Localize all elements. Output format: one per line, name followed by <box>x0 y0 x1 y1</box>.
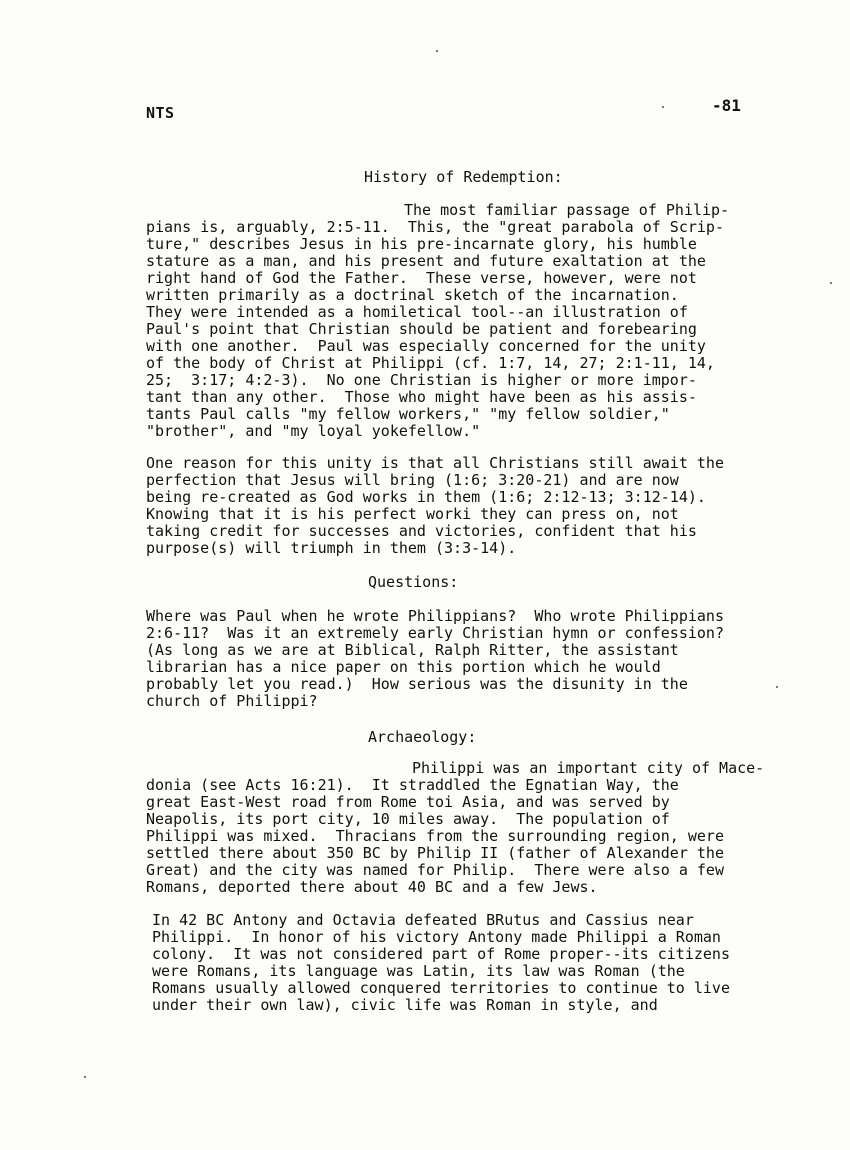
paragraph-line: Philippi was an important city of Mace- <box>412 759 765 777</box>
paragraph-line: colony. It was not considered part of Rome proper--its citizens <box>152 945 730 963</box>
paragraph-line: (As long as we are at Biblical, Ralph Ritter, the assistant <box>146 641 679 659</box>
paragraph-line: church of Philippi? <box>146 692 318 710</box>
paragraph-line: of the body of Christ at Philippi (cf. 1:7, 14, 27; 2:1-11, 14, <box>146 354 715 372</box>
scan-speck <box>662 106 664 108</box>
paragraph-line: written primarily as a doctrinal sketch of the incarnation. <box>146 286 679 304</box>
paragraph-line: Philippi. In honor of his victory Antony made Philippi a Roman <box>152 928 721 946</box>
scan-speck <box>830 282 832 284</box>
heading-questions: Questions: <box>368 573 459 591</box>
paragraph-line: were Romans, its language was Latin, its law was Roman (the <box>152 962 685 980</box>
paragraph-line: with one another. Paul was especially concerned for the unity <box>146 337 706 355</box>
paragraph-line: great East-West road from Rome toi Asia, and was served by <box>146 793 670 811</box>
paragraph-line: In 42 BC Antony and Octavia defeated BRutus and Cassius near <box>152 911 694 929</box>
paragraph-line: Romans, deported there about 40 BC and a few Jews. <box>146 878 598 896</box>
scan-speck <box>436 50 438 52</box>
paragraph-line: Knowing that it is his perfect worki they can press on, not <box>146 505 679 523</box>
paragraph-line: tant than any other. Those who might have been as his assis- <box>146 388 697 406</box>
paragraph-line: Paul's point that Christian should be patient and forebearing <box>146 320 697 338</box>
paragraph-line: Romans usually allowed conquered territories to continue to live <box>152 979 730 997</box>
paragraph-line: pians is, arguably, 2:5-11. This, the "great parabola of Scrip- <box>146 218 724 236</box>
header-label: NTS <box>146 104 175 122</box>
paragraph-line: ture," describes Jesus in his pre-incarnate glory, his humble <box>146 235 697 253</box>
paragraph-line: tants Paul calls "my fellow workers," "my fellow soldier," <box>146 405 670 423</box>
paragraph-line: settled there about 350 BC by Philip II (father of Alexander the <box>146 844 724 862</box>
scan-speck <box>776 686 778 688</box>
paragraph-line: donia (see Acts 16:21). It straddled the Egnatian Way, the <box>146 776 679 794</box>
paragraph-line: being re-created as God works in them (1:6; 2:12-13; 3:12-14). <box>146 488 706 506</box>
paragraph-line: One reason for this unity is that all Christians still await the <box>146 454 724 472</box>
page-number: -81 <box>712 96 741 115</box>
paragraph-line: perfection that Jesus will bring (1:6; 3:20-21) and are now <box>146 471 679 489</box>
paragraph-line: The most familiar passage of Philip- <box>404 201 730 219</box>
paragraph-line: librarian has a nice paper on this portion which he would <box>146 658 661 676</box>
paragraph-line: probably let you read.) How serious was the disunity in the <box>146 675 688 693</box>
paragraph-line: Where was Paul when he wrote Philippians? Who wrote Philippians <box>146 607 724 625</box>
paragraph-line: under their own law), civic life was Roman in style, and <box>152 996 658 1014</box>
paragraph-line: 25; 3:17; 4:2-3). No one Christian is higher or more impor- <box>146 371 697 389</box>
paragraph-line: stature as a man, and his present and future exaltation at the <box>146 252 706 270</box>
paragraph-line: taking credit for successes and victories, confident that his <box>146 522 697 540</box>
paragraph-line: They were intended as a homiletical tool--an illustration of <box>146 303 688 321</box>
paragraph-line: Philippi was mixed. Thracians from the surrounding region, were <box>146 827 724 845</box>
paragraph-line: 2:6-11? Was it an extremely early Christian hymn or confession? <box>146 624 724 642</box>
paragraph-line: right hand of God the Father. These verse, however, were not <box>146 269 697 287</box>
scan-speck <box>84 1076 86 1078</box>
paragraph-line: "brother", and "my loyal yokefellow." <box>146 422 481 440</box>
heading-archaeology: Archaeology: <box>368 728 477 746</box>
heading-history: History of Redemption: <box>364 168 563 186</box>
paragraph-line: Great) and the city was named for Philip. There were also a few <box>146 861 724 879</box>
paragraph-line: purpose(s) will triumph in them (3:3-14). <box>146 539 517 557</box>
paragraph-line: Neapolis, its port city, 10 miles away. The population of <box>146 810 670 828</box>
